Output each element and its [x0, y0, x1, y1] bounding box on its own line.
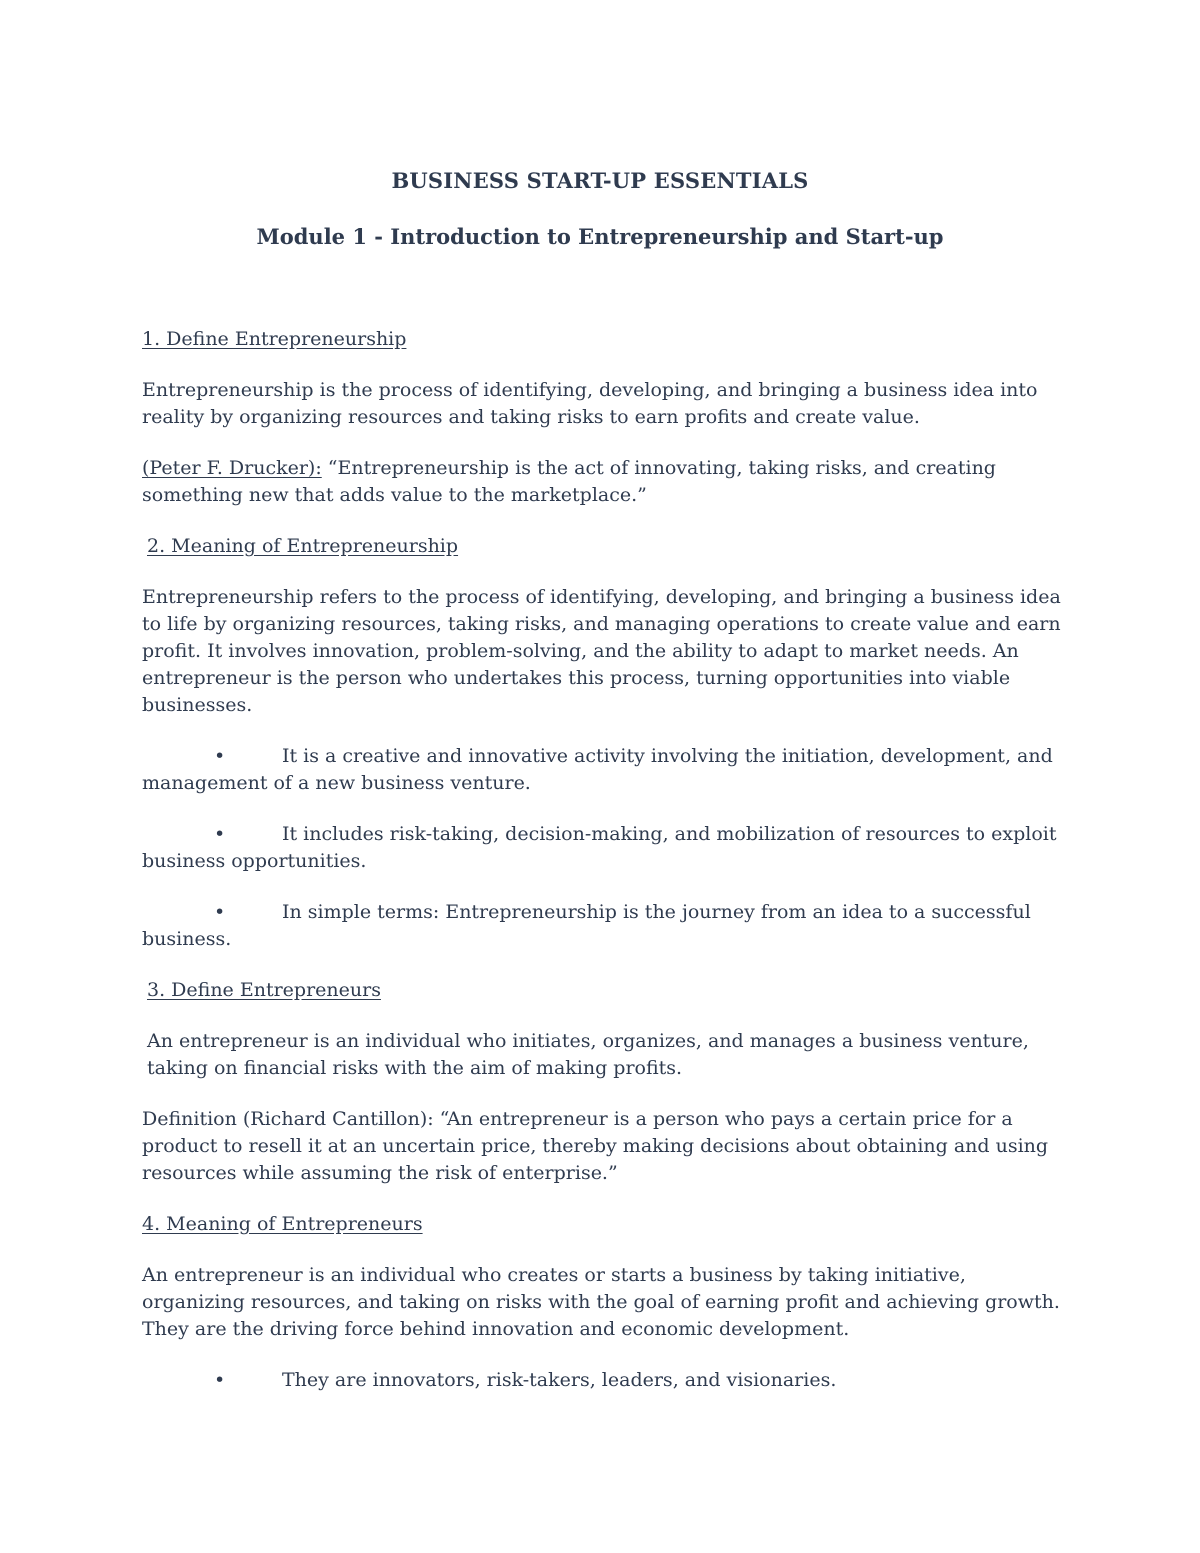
section-3-heading: 3. Define Entrepreneurs: [147, 979, 381, 1001]
section-3-paragraph: An entrepreneur is an individual who initiates, organizes, and manages a business venture, taking on financial risks with the aim of making profits.: [147, 1030, 1029, 1079]
cantillon-definition: Definition (Richard Cantillon): “An entrepreneur is a person who pays a certain price for a product to resell it at an uncertain price, thereby making decisions about obtaining and using resources while assuming the risk of enterprise.”: [142, 1108, 1049, 1184]
bullet-text: They are innovators, risk-takers, leaders, and visionaries.: [282, 1369, 837, 1391]
section-2-heading-row: [142, 533, 1067, 560]
bullet-text: In simple terms: Entrepreneurship is the journey from an idea to a successful business.: [142, 901, 1031, 950]
section-4-heading: 4. Meaning of Entrepreneurs: [142, 1213, 423, 1235]
section-2-heading: 2. Meaning of Entrepreneurship: [147, 535, 459, 557]
section-2-paragraph: Entrepreneurship refers to the process of identifying, developing, and bringing a business idea to life by organizing resources, taking risks, and managing operations to create value and earn profit. It involves innovation, problem-solving, and the ability to adapt to market needs. An entrepreneur is the person who undertakes this process, turning opportunities into viable businesses.: [142, 586, 1061, 716]
section-1-paragraph: Entrepreneurship is the process of identifying, developing, and bringing a business idea into reality by organizing resources and taking risks to earn profits and create value.: [142, 379, 1038, 428]
section-1-heading: 1. Define Entrepreneurship: [142, 328, 407, 350]
section-1-heading-row: [142, 326, 1067, 353]
bullet-icon: •: [214, 745, 226, 767]
document-body: [142, 326, 1067, 1418]
bullet-icon: •: [214, 901, 226, 923]
section-4-paragraph: An entrepreneur is an individual who creates or starts a business by taking initiative, organizing resources, and taking on risks with the goal of earning profit and achieving growth. They are the driving force behind innovation and economic development.: [142, 1264, 1060, 1340]
quote-source: (Peter F. Drucker):: [142, 457, 322, 479]
document-title: BUSINESS START-UP ESSENTIALS: [391, 168, 809, 193]
quote-text: “Entrepreneurship is the act of innovating, taking risks, and creating something new that adds value to the marketplace.”: [142, 457, 996, 506]
bullet-item: [142, 899, 1067, 953]
bullet-text: It includes risk-taking, decision-making, and mobilization of resources to exploit business opportunities.: [142, 823, 1057, 872]
section-3-heading-row: [142, 977, 1067, 1004]
section-4-heading-row: [142, 1211, 1067, 1238]
module-title: Module 1 - Introduction to Entrepreneurship and Start-up: [256, 224, 944, 249]
bullet-icon: •: [214, 1369, 226, 1391]
bullet-text: It is a creative and innovative activity involving the initiation, development, and management of a new business venture.: [142, 745, 1053, 794]
drucker-quote: [142, 455, 1067, 509]
bullet-icon: •: [214, 823, 226, 845]
bullet-item: [142, 1367, 1067, 1394]
bullet-item: [142, 821, 1067, 875]
bullet-item: [142, 743, 1067, 797]
